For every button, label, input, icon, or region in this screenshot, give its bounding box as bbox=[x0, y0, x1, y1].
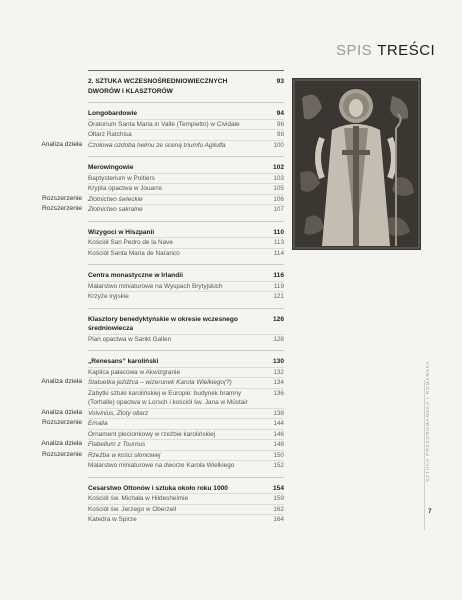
toc-entry-title: Krypta opactwa w Jouarre bbox=[88, 185, 162, 192]
toc-page-number: 126 bbox=[272, 315, 284, 323]
toc-entry-row[interactable] bbox=[88, 429, 284, 440]
toc-entry-row[interactable] bbox=[88, 119, 284, 130]
toc-heading-row[interactable] bbox=[88, 163, 284, 173]
side-category-label: Analiza dzieła bbox=[41, 440, 82, 447]
side-category-label: Rozszerzenie bbox=[42, 450, 82, 458]
toc-entry-title: Krzyże iryjskie bbox=[88, 293, 129, 300]
toc-entry-title: Kościół św. Michała w Hildesheimie bbox=[88, 495, 189, 502]
toc-entry-title: Flabellum z Tournus bbox=[88, 441, 146, 448]
toc-heading-row[interactable] bbox=[88, 484, 284, 494]
toc-entry-row[interactable] bbox=[88, 460, 284, 471]
side-category-label: Analiza dzieła bbox=[41, 140, 82, 148]
page-number: 7 bbox=[428, 508, 432, 515]
toc-page-number: 152 bbox=[273, 462, 284, 469]
toc-page-number: 100 bbox=[273, 141, 284, 149]
toc-entry-row[interactable] bbox=[88, 504, 284, 515]
toc-heading-row[interactable] bbox=[88, 271, 284, 281]
toc-entry-row[interactable] bbox=[88, 237, 284, 248]
toc-page-number: 102 bbox=[272, 164, 284, 171]
toc-page-number: 116 bbox=[273, 272, 284, 279]
toc-entry-title: 2. SZTUKA WCZESNOŚREDNIOWIECZNYCH DWORÓW I KLASZTORÓW bbox=[88, 78, 228, 95]
toc-entry-title: Statuetka jeźdźca – wizerunek Karola Wielkiego(?) bbox=[88, 379, 232, 386]
toc-page-number: 159 bbox=[273, 495, 284, 502]
toc-page-number: 105 bbox=[273, 185, 284, 192]
toc-entry-title: Klasztory benedyktyńskie w okresie wczesnego średniowiecza bbox=[88, 315, 238, 332]
toc-page-number: 162 bbox=[273, 505, 284, 513]
toc-section bbox=[88, 221, 284, 265]
side-category-label: Rozszerzenie bbox=[42, 194, 82, 202]
title-part-tresci: TREŚCI bbox=[377, 42, 436, 59]
toc-page-number: 103 bbox=[273, 174, 284, 182]
toc-page-number: 136 bbox=[273, 389, 284, 397]
toc-entry-row[interactable] bbox=[88, 248, 284, 259]
toc-entry-title: Kościół Santa Maria de Naranco bbox=[88, 249, 180, 257]
toc-page-number: 148 bbox=[273, 441, 284, 448]
toc-entry-title: Plan opactwa w Sankt Gallen bbox=[88, 335, 172, 343]
toc-entry-row[interactable] bbox=[88, 408, 284, 419]
toc-page-number: 134 bbox=[273, 379, 284, 386]
toc-entry-title: Baptysterium w Poitiers bbox=[88, 174, 155, 182]
toc-page-number: 164 bbox=[273, 516, 284, 523]
toc-section bbox=[88, 350, 284, 477]
toc-page-number: 150 bbox=[273, 451, 284, 459]
toc-entry-title: Kościół św. Jerzego w Oberzell bbox=[88, 505, 177, 513]
toc-section bbox=[88, 70, 284, 102]
toc-entry-title: Katedra w Spirze bbox=[88, 516, 137, 523]
toc-page-number: 110 bbox=[273, 228, 284, 236]
toc-entry-title: Zabytki sztuki karolińskiej w Europie: budynek bramny (Torhalle) opactwa w Lorsch i kościół św. Jana w Müstair bbox=[88, 389, 248, 406]
toc-entry-row[interactable] bbox=[88, 183, 284, 194]
toc-page-number: 98 bbox=[276, 131, 284, 138]
toc-page-number: 154 bbox=[272, 484, 284, 492]
toc-entry-title: Kaplica pałacowa w Akwizgranie bbox=[88, 368, 181, 376]
toc-entry-title: Centra monastyczne w Irlandii bbox=[88, 272, 183, 279]
toc-heading-row[interactable] bbox=[88, 357, 284, 367]
toc-entry-row[interactable] bbox=[88, 377, 284, 388]
toc-entry-title: Oratorium Santa Maria in Valle (Tempietto) w Cividale bbox=[88, 120, 240, 128]
toc-page-number: 113 bbox=[273, 239, 284, 246]
toc-entry-row[interactable] bbox=[88, 388, 284, 408]
toc-entry-title: Rzeźba w kości słoniowej bbox=[88, 451, 161, 459]
toc-entry-title: Ornament plecionkowy w rzeźbie karolińskiej bbox=[88, 430, 216, 438]
toc-page-number: 106 bbox=[273, 195, 284, 203]
toc-entry-title: Malarstwo miniaturowe na dworze Karola Wielkiego bbox=[88, 462, 235, 469]
side-category-label: Rozszerzenie bbox=[42, 419, 82, 426]
toc-section bbox=[88, 477, 284, 531]
page-title bbox=[336, 42, 435, 59]
side-category-label: Rozszerzenie bbox=[42, 205, 82, 212]
side-category-label: Analiza dzieła bbox=[41, 408, 82, 416]
toc-heading-row[interactable] bbox=[88, 315, 284, 334]
toc-entry-row[interactable] bbox=[88, 173, 284, 184]
running-section-title: SZTUKA PRZEDROMAŃSKA I ROMAŃSKA bbox=[425, 360, 430, 482]
toc-page-number: 119 bbox=[273, 282, 284, 290]
side-category-label: Analiza dzieła bbox=[41, 378, 82, 385]
toc-entry-title: Malarstwo miniaturowe na Wyspach Brytyjskich bbox=[88, 282, 223, 290]
toc-entry-row[interactable] bbox=[88, 439, 284, 450]
toc-heading-row[interactable] bbox=[88, 109, 284, 119]
toc-page-number: 107 bbox=[273, 206, 284, 213]
toc-page-number: 114 bbox=[273, 249, 284, 257]
toc-entry-row[interactable] bbox=[88, 204, 284, 215]
toc-entry-title: Ołtarz Ratchisa bbox=[88, 131, 132, 138]
table-of-contents bbox=[88, 70, 284, 531]
toc-page-number: 93 bbox=[276, 78, 284, 85]
toc-page-number: 121 bbox=[273, 293, 284, 300]
bishop-figure-image bbox=[292, 78, 421, 250]
toc-page-number: 132 bbox=[273, 368, 284, 376]
toc-page-number: 96 bbox=[276, 120, 284, 128]
toc-entry-title: Merowingowie bbox=[88, 164, 134, 171]
toc-entry-title: Kościół San Pedro de la Nave bbox=[88, 239, 173, 246]
toc-entry-row[interactable] bbox=[88, 281, 284, 292]
toc-page-number: 138 bbox=[273, 409, 284, 417]
toc-entry-row[interactable] bbox=[88, 450, 284, 461]
toc-entry-title: Złotnictwo świeckie bbox=[88, 195, 143, 203]
toc-entry-row[interactable] bbox=[88, 291, 284, 302]
toc-page-number: 128 bbox=[273, 335, 284, 343]
toc-entry-row[interactable] bbox=[88, 334, 284, 345]
title-part-spis: SPIS bbox=[336, 42, 373, 59]
toc-entry-title: Wizygoci w Hiszpanii bbox=[88, 228, 155, 236]
toc-entry-row[interactable] bbox=[88, 493, 284, 504]
toc-entry-title: Złotnictwo sakralne bbox=[88, 206, 143, 213]
toc-section bbox=[88, 102, 284, 156]
toc-entry-title: Czołowa ozdoba hełmu ze sceną triumfu Agilulfa bbox=[88, 141, 226, 149]
toc-entry-row[interactable] bbox=[88, 418, 284, 429]
toc-page-number: 94 bbox=[276, 110, 284, 117]
toc-entry-title: Emalia bbox=[88, 420, 108, 427]
illustration bbox=[292, 78, 421, 250]
toc-entry-title: Cesarstwo Ottonów i sztuka około roku 1000 bbox=[88, 484, 228, 492]
toc-heading-row[interactable] bbox=[88, 77, 284, 96]
toc-section bbox=[88, 156, 284, 221]
toc-section bbox=[88, 264, 284, 308]
toc-entry-row[interactable] bbox=[88, 367, 284, 378]
toc-entry-row[interactable] bbox=[88, 514, 284, 525]
toc-page-number: 130 bbox=[272, 358, 284, 365]
toc-entry-title: „Renesans” karoliński bbox=[88, 358, 159, 365]
toc-page-number: 146 bbox=[273, 430, 284, 438]
toc-entry-title: Volvinius, Złoty ołtarz bbox=[88, 409, 149, 417]
toc-entry-row[interactable] bbox=[88, 194, 284, 205]
toc-section bbox=[88, 308, 284, 351]
toc-entry-row[interactable] bbox=[88, 140, 284, 151]
toc-heading-row[interactable] bbox=[88, 228, 284, 238]
toc-entry-title: Longobardowie bbox=[88, 110, 138, 117]
toc-entry-row[interactable] bbox=[88, 129, 284, 140]
toc-page-number: 144 bbox=[273, 420, 284, 427]
